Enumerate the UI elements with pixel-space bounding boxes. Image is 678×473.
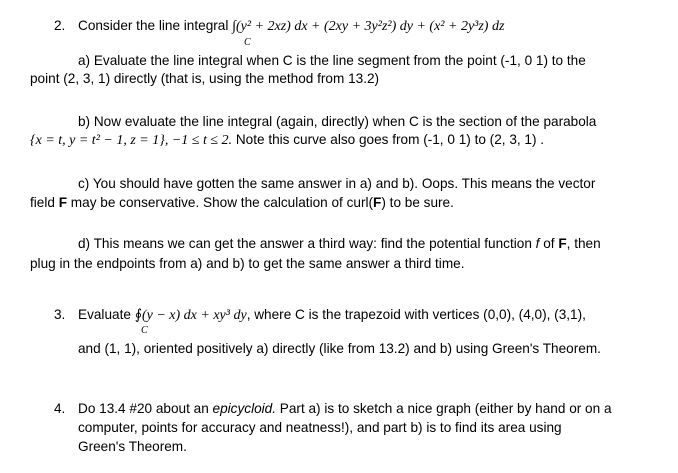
problem-4-line-2: computer, points for accuracy and neatness!), and part b) is to find its area using: [78, 420, 562, 435]
problem-2d-line-1-post: , then: [566, 236, 601, 251]
problem-2d-line-2: plug in the endpoints from a) and b) to get the same answer a third time.: [30, 256, 465, 271]
epicycloid-term: epicycloid.: [212, 401, 277, 416]
problem-2-integral-curve-label: C: [244, 37, 251, 48]
problem-3-intro: Evaluate: [78, 307, 131, 322]
problem-2c-line-2-mid: may be conservative. Show the calculation of curl(: [67, 195, 374, 210]
problem-2b-line-2: [30, 132, 544, 149]
problem-2a-line-1: a) Evaluate the line integral when C is the line segment from the point (-1, 0 1) to the: [78, 53, 586, 68]
potential-function-f: f: [535, 236, 540, 251]
problem-2c-line-2-pre: field: [30, 195, 59, 210]
contour-integral-sign: ∮: [134, 308, 142, 323]
problem-3-number: 3.: [54, 307, 66, 322]
problem-4-number: 4.: [54, 401, 66, 416]
problem-2d-line-1-mid: of: [539, 236, 559, 251]
problem-2-intro: Consider the line integral: [78, 18, 229, 33]
problem-2c-line-2: [30, 195, 454, 211]
problem-4-line-1-pre: Do 13.4 #20 about an: [78, 401, 213, 416]
problem-3-line-1: [78, 307, 586, 324]
problem-2b-line-1: b) Now evaluate the line integral (again, directly) when C is the section of the parabola: [78, 114, 597, 129]
vector-field-F: F: [58, 195, 68, 210]
vector-field-F-potential: F: [558, 236, 567, 251]
problem-2-intro-line: [78, 18, 504, 35]
problem-3-integral-curve-label: C: [141, 325, 148, 336]
problem-2c-line-2-post: ) to be sure.: [381, 195, 454, 210]
vector-field-F-curl: F: [373, 195, 382, 210]
problem-2d-line-1: [78, 236, 601, 252]
problem-2c-line-1: c) You should have gotten the same answer in a) and b). Oops. This means the vector: [78, 176, 596, 191]
problem-2d-line-1-pre: d) This means we can get the answer a third way: find the potential function: [78, 236, 536, 251]
problem-2a-line-2: point (2, 3, 1) directly (that is, using the method from 13.2): [30, 71, 380, 86]
problem-2b-line-2-tail: Note this curve also goes from (-1, 0 1) to (2, 3, 1) .: [232, 132, 545, 147]
problem-4-line-1: [78, 401, 612, 417]
integral-sign: ∫: [232, 19, 236, 34]
problem-3-line-2: and (1, 1), oriented positively a) directly (like from 13.2) and b) using Green's Theorem.: [78, 341, 601, 356]
problem-3-integrand: (y − x) dx + xy³ dy: [141, 308, 247, 323]
problem-3-line-1-tail: , where C is the trapezoid with vertices (0,0), (4,0), (3,1),: [246, 307, 586, 322]
problem-4-line-3: Green's Theorem.: [78, 439, 187, 454]
parabola-curve: {x = t, y = t² − 1, z = 1}, −1 ≤ t ≤ 2.: [30, 133, 233, 148]
problem-2-number: 2.: [54, 18, 66, 33]
problem-4-line-1-post: Part a) is to sketch a nice graph (either by hand or on a: [276, 401, 612, 416]
problem-2-integrand: (y² + 2xz) dx + (2xy + 3y²z²) dy + (x² + 2y³z) dz: [236, 19, 505, 34]
